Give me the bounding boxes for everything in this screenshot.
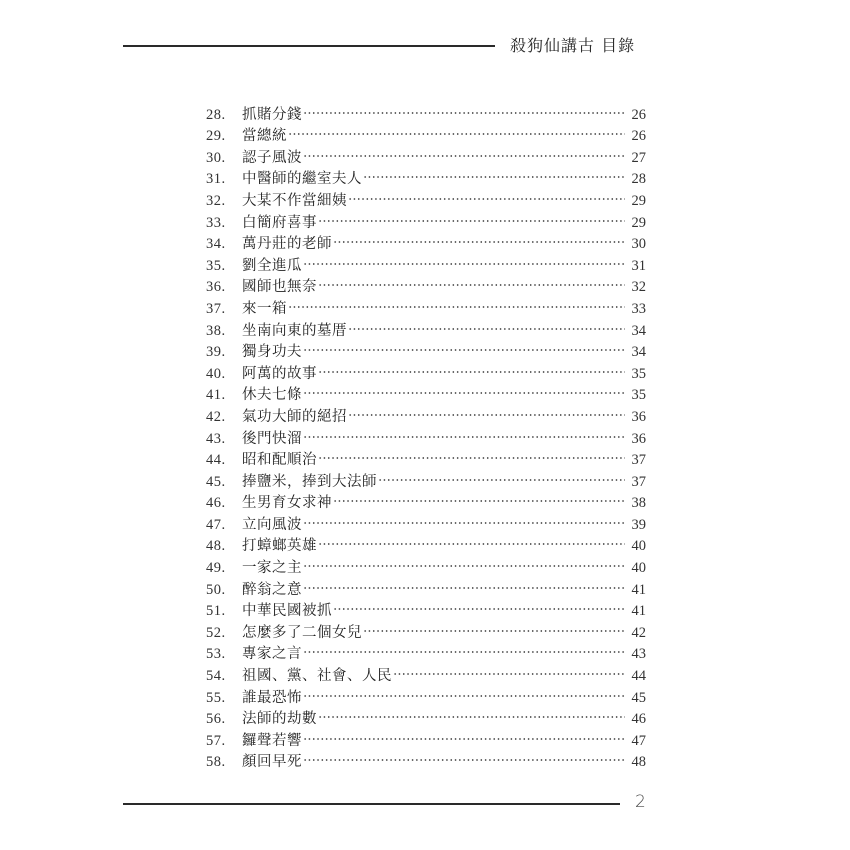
toc-entry-page: 47 xyxy=(631,732,646,749)
dot-leader xyxy=(333,594,625,616)
toc-entry-title: 認子風波 xyxy=(242,149,302,166)
toc-entry-number: 35. xyxy=(206,257,226,274)
toc-entry-title: 顏回早死 xyxy=(242,754,302,771)
toc-entry-page: 26 xyxy=(631,128,646,145)
running-header-title: 殺狗仙講古 目錄 xyxy=(510,36,636,55)
toc-entry-page: 36 xyxy=(631,430,646,447)
toc-entry-number: 56. xyxy=(206,711,226,728)
toc-entry-title: 生男育女求神 xyxy=(242,495,332,512)
toc-entry-page: 33 xyxy=(631,300,646,317)
toc-entry-page: 41 xyxy=(631,603,646,620)
dot-leader xyxy=(303,421,625,443)
dot-leader xyxy=(378,464,625,486)
toc-entry-page: 35 xyxy=(631,365,646,382)
dot-leader xyxy=(348,183,625,205)
dot-leader xyxy=(303,723,625,745)
toc-entry-title: 捧鹽米，捧到大法師 xyxy=(242,473,377,490)
toc-entry-number: 50. xyxy=(206,581,226,598)
toc-entry-title: 劉全進瓜 xyxy=(242,257,302,274)
toc-entry-number: 43. xyxy=(206,430,226,447)
toc-entry-number: 36. xyxy=(206,279,226,296)
toc-entry-title: 誰最恐怖 xyxy=(242,689,302,706)
toc-entry-page: 43 xyxy=(631,646,646,663)
toc-entry-title: 萬丹莊的老師 xyxy=(242,236,332,253)
toc-entry-number: 28. xyxy=(206,106,226,123)
dot-leader xyxy=(318,205,625,227)
footer-rule xyxy=(123,803,620,805)
dot-leader xyxy=(348,313,625,335)
toc-entry-page: 34 xyxy=(631,322,646,339)
dot-leader xyxy=(303,745,625,767)
toc-entry-page: 27 xyxy=(631,149,646,166)
dot-leader xyxy=(303,335,625,357)
dot-leader xyxy=(348,399,625,421)
toc-entry-number: 38. xyxy=(206,322,226,339)
toc-entry-title: 醉翁之意 xyxy=(242,581,302,598)
toc-entry-number: 44. xyxy=(206,452,226,469)
dot-leader xyxy=(318,270,625,292)
toc-entry-page: 32 xyxy=(631,279,646,296)
toc-entry-title: 白簡府喜事 xyxy=(242,214,317,231)
toc-entry-title: 打蟑螂英雄 xyxy=(242,538,317,555)
toc-entry-page: 44 xyxy=(631,668,646,685)
toc-entry-page: 38 xyxy=(631,495,646,512)
toc-entry-title: 大某不作當細姨 xyxy=(242,192,347,209)
toc-entry-number: 58. xyxy=(206,754,226,771)
dot-leader xyxy=(288,291,625,313)
toc-entry-number: 57. xyxy=(206,732,226,749)
toc-entry-title: 鑼聲若響 xyxy=(242,732,302,749)
toc-entry-number: 33. xyxy=(206,214,226,231)
toc-entry-page: 41 xyxy=(631,581,646,598)
toc-entry-number: 40. xyxy=(206,365,226,382)
toc-entry-page: 29 xyxy=(631,214,646,231)
toc-entry-page: 40 xyxy=(631,560,646,577)
toc-entry-number: 34. xyxy=(206,236,226,253)
toc-entry-title: 後門快溜 xyxy=(242,430,302,447)
dot-leader xyxy=(318,356,625,378)
header-rule xyxy=(123,45,495,47)
dot-leader xyxy=(303,637,625,659)
toc-entry-title: 獨身功夫 xyxy=(242,344,302,361)
dot-leader xyxy=(288,119,625,141)
toc-entry-page: 39 xyxy=(631,516,646,533)
toc-entry-page: 29 xyxy=(631,192,646,209)
toc-entry xyxy=(206,97,646,123)
toc-entry-title: 來一箱 xyxy=(242,300,287,317)
dot-leader xyxy=(318,529,625,551)
toc-entry-number: 32. xyxy=(206,192,226,209)
dot-leader xyxy=(303,97,625,119)
toc-entry-page: 34 xyxy=(631,344,646,361)
toc-entry-number: 49. xyxy=(206,560,226,577)
toc-entry-number: 45. xyxy=(206,473,226,490)
dot-leader xyxy=(363,162,625,184)
dot-leader xyxy=(303,140,625,162)
toc-entry-title: 抓賭分錢 xyxy=(242,106,302,123)
toc-entry-title: 當總統 xyxy=(242,128,287,145)
toc-entry-title: 立向風波 xyxy=(242,516,302,533)
toc-entry-title: 坐南向東的墓厝 xyxy=(242,322,347,339)
toc-entry-number: 47. xyxy=(206,516,226,533)
dot-leader xyxy=(303,550,625,572)
toc-entry-number: 30. xyxy=(206,149,226,166)
toc-entry-title: 國師也無奈 xyxy=(242,279,317,296)
toc-entry-title: 專家之言 xyxy=(242,646,302,663)
toc-entry-page: 28 xyxy=(631,171,646,188)
toc-entry-page: 40 xyxy=(631,538,646,555)
toc-entry-number: 31. xyxy=(206,171,226,188)
toc-entry-number: 55. xyxy=(206,689,226,706)
toc-entry-number: 48. xyxy=(206,538,226,555)
toc-entry-page: 37 xyxy=(631,473,646,490)
dot-leader xyxy=(333,486,625,508)
toc-entry-page: 48 xyxy=(631,754,646,771)
toc-entry-page: 37 xyxy=(631,452,646,469)
page-number: 2 xyxy=(635,792,646,812)
toc-entry-title: 一家之主 xyxy=(242,560,302,577)
dot-leader xyxy=(318,443,625,465)
toc-entry-page: 45 xyxy=(631,689,646,706)
toc-entry-page: 36 xyxy=(631,408,646,425)
toc-entry-number: 54. xyxy=(206,668,226,685)
table-of-contents xyxy=(206,97,646,771)
dot-leader xyxy=(393,658,625,680)
dot-leader xyxy=(303,680,625,702)
toc-entry-number: 53. xyxy=(206,646,226,663)
dot-leader xyxy=(303,378,625,400)
dot-leader xyxy=(303,572,625,594)
toc-entry-number: 51. xyxy=(206,603,226,620)
toc-entry-number: 39. xyxy=(206,344,226,361)
toc-entry-page: 30 xyxy=(631,236,646,253)
toc-entry-title: 休夫七條 xyxy=(242,387,302,404)
toc-entry-title: 阿萬的故事 xyxy=(242,365,317,382)
toc-entry-number: 42. xyxy=(206,408,226,425)
dot-leader xyxy=(333,227,625,249)
toc-entry-title: 祖國、黨、社會、人民 xyxy=(242,668,392,685)
toc-entry-title: 氣功大師的絕招 xyxy=(242,408,347,425)
toc-entry-number: 29. xyxy=(206,128,226,145)
toc-entry-page: 26 xyxy=(631,106,646,123)
toc-entry-title: 中華民國被抓 xyxy=(242,603,332,620)
toc-entry-page: 31 xyxy=(631,257,646,274)
toc-entry-number: 52. xyxy=(206,624,226,641)
toc-entry-page: 35 xyxy=(631,387,646,404)
dot-leader xyxy=(303,507,625,529)
toc-entry-title: 法師的劫數 xyxy=(242,711,317,728)
toc-entry-title: 怎麼多了二個女兒 xyxy=(242,624,362,641)
toc-entry-number: 46. xyxy=(206,495,226,512)
toc-entry-page: 42 xyxy=(631,624,646,641)
toc-entry-number: 41. xyxy=(206,387,226,404)
dot-leader xyxy=(303,248,625,270)
dot-leader xyxy=(363,615,625,637)
toc-entry-number: 37. xyxy=(206,300,226,317)
toc-entry-title: 中醫師的繼室夫人 xyxy=(242,171,362,188)
toc-entry-title: 昭和配順治 xyxy=(242,452,317,469)
dot-leader xyxy=(318,702,625,724)
toc-entry-page: 46 xyxy=(631,711,646,728)
